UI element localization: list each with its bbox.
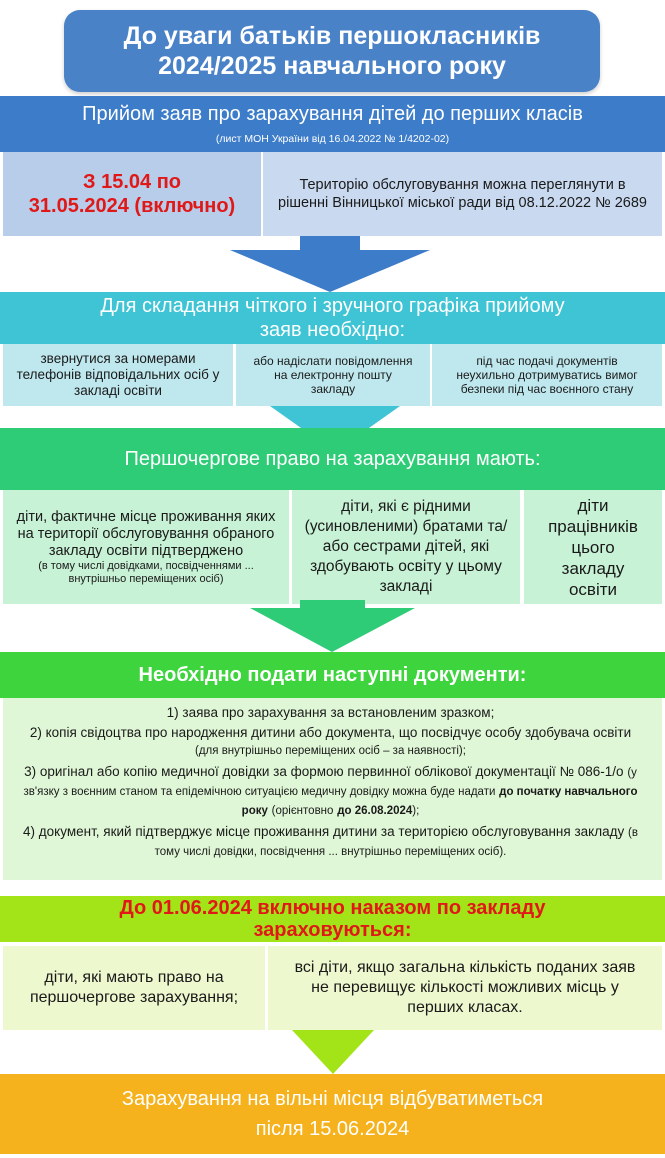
document-item-4 bbox=[19, 823, 642, 861]
admission-period-line-2: 31.05.2024 (включно) bbox=[28, 195, 236, 217]
admission-heading bbox=[0, 96, 665, 152]
document-item-4-note: (в тому числі довідки, посвідчення ... внутрішньо переміщених осіб). bbox=[154, 827, 638, 858]
vacant-places-line-2: після 15.06.2024 bbox=[255, 1118, 410, 1140]
document-item-3-date: до 26.08.2024 bbox=[337, 805, 413, 817]
documents-heading-text: Необхідно подати наступні документи: bbox=[138, 664, 527, 686]
document-item-1-text: 1) заява про зарахування за встановленим зразком; bbox=[166, 705, 495, 720]
title-line-2: 2024/2025 навчального року bbox=[158, 52, 506, 80]
schedule-heading bbox=[0, 292, 665, 344]
document-item-3-note-a: (у зв'язку з воєнним станом та епідемічною ситуацією медичну довідку можна буде надати bbox=[23, 767, 637, 798]
schedule-option-phone bbox=[3, 344, 233, 406]
admission-heading-text: Прийом заяв про зарахування дітей до перших класів bbox=[82, 103, 583, 125]
flow-arrow-3 bbox=[250, 600, 415, 652]
documents-list bbox=[3, 698, 662, 880]
admission-period-box bbox=[3, 152, 261, 236]
enrollment-group-priority bbox=[3, 946, 265, 1030]
enrollment-order-heading bbox=[0, 896, 665, 942]
document-item-3-note-b: (орієнтовно bbox=[271, 805, 334, 817]
flow-arrow-1 bbox=[230, 236, 430, 292]
priority-group-residence-text: діти, фактичне місце проживання яких на території обслуговування обраного закладу освіти підтверджено bbox=[16, 508, 276, 559]
schedule-option-safety-text: під час подачі документів неухильно дотримуватись вимог безпеки під час воєнного стану bbox=[456, 354, 638, 396]
document-item-1 bbox=[19, 704, 642, 721]
admission-legal-reference: (лист МОН України від 16.04.2022 № 1/4202-02) bbox=[215, 133, 450, 145]
priority-group-siblings bbox=[292, 490, 520, 604]
admission-period-line-1: З 15.04 по bbox=[83, 171, 181, 193]
service-territory-text: Територію обслуговування можна переглянути в рішенні Вінницької міської ради від 08.12.2022 № 2689 bbox=[278, 177, 647, 211]
priority-heading-text: Першочергове право на зарахування мають: bbox=[124, 448, 541, 470]
enrollment-group-priority-text: діти, які мають право на першочергове зарахування; bbox=[29, 969, 239, 1006]
priority-heading bbox=[0, 428, 665, 490]
document-item-3-note-c: ); bbox=[412, 805, 420, 817]
document-item-4-text: 4) документ, який підтверджує місце проживання дитини за територією обслуговування закладу bbox=[23, 824, 625, 839]
schedule-option-safety bbox=[432, 344, 662, 406]
document-item-2 bbox=[19, 724, 642, 760]
service-territory-box bbox=[263, 152, 662, 236]
priority-group-residence-note: (в тому числі довідками, посвідченнями ... внутрішньо переміщених осіб) bbox=[38, 559, 254, 585]
document-item-3-deadline: до початку навчального року bbox=[241, 786, 638, 817]
vacant-places-box bbox=[0, 1074, 665, 1154]
enrollment-group-all-text: всі діти, якщо загальна кількість поданих заяв не перевищує кількості можливих місць у перших класах. bbox=[294, 959, 636, 1016]
priority-group-staff-children bbox=[524, 490, 662, 604]
title-line-1: До уваги батьків першокласників bbox=[123, 22, 541, 50]
documents-heading bbox=[0, 652, 665, 698]
schedule-heading-text: Для складання чіткого і зручного графіка прийому заяв необхідно: bbox=[100, 295, 565, 341]
enrollment-order-heading-line-1: До 01.06.2024 включно наказом по закладу bbox=[119, 897, 546, 919]
document-item-2-text: 2) копія свідоцтва про народження дитини або документа, що посвідчує особу здобувача освіти bbox=[29, 725, 632, 740]
priority-group-residence bbox=[3, 490, 289, 604]
schedule-option-phone-text: звернутися за номерами телефонів відповідальних осіб у закладі освіти bbox=[16, 351, 220, 398]
enrollment-group-all bbox=[268, 946, 662, 1030]
schedule-option-email-text: або надіслати повідомлення на електронну пошту закладу bbox=[253, 354, 413, 396]
priority-group-staff-children-text: діти працівників цього закладу освіти bbox=[548, 495, 638, 599]
document-item-3 bbox=[19, 763, 642, 820]
priority-group-siblings-text: діти, які є рідними (усиновленими) братами та/або сестрами дітей, які здобувають освіту у цьому закладі bbox=[304, 498, 508, 595]
enrollment-order-heading-line-2: зараховуються: bbox=[253, 919, 412, 941]
document-item-3-text: 3) оригінал або копію медичної довідки за формою первинної облікової документації № 086-1/о bbox=[24, 764, 624, 779]
schedule-option-email bbox=[236, 344, 430, 406]
document-item-2-note: (для внутрішньо переміщених осіб – за наявності); bbox=[195, 745, 466, 757]
vacant-places-line-1: Зарахування на вільні місця відбуватиметься bbox=[121, 1088, 544, 1110]
flow-arrow-4 bbox=[292, 1030, 374, 1074]
page-title bbox=[64, 10, 600, 92]
